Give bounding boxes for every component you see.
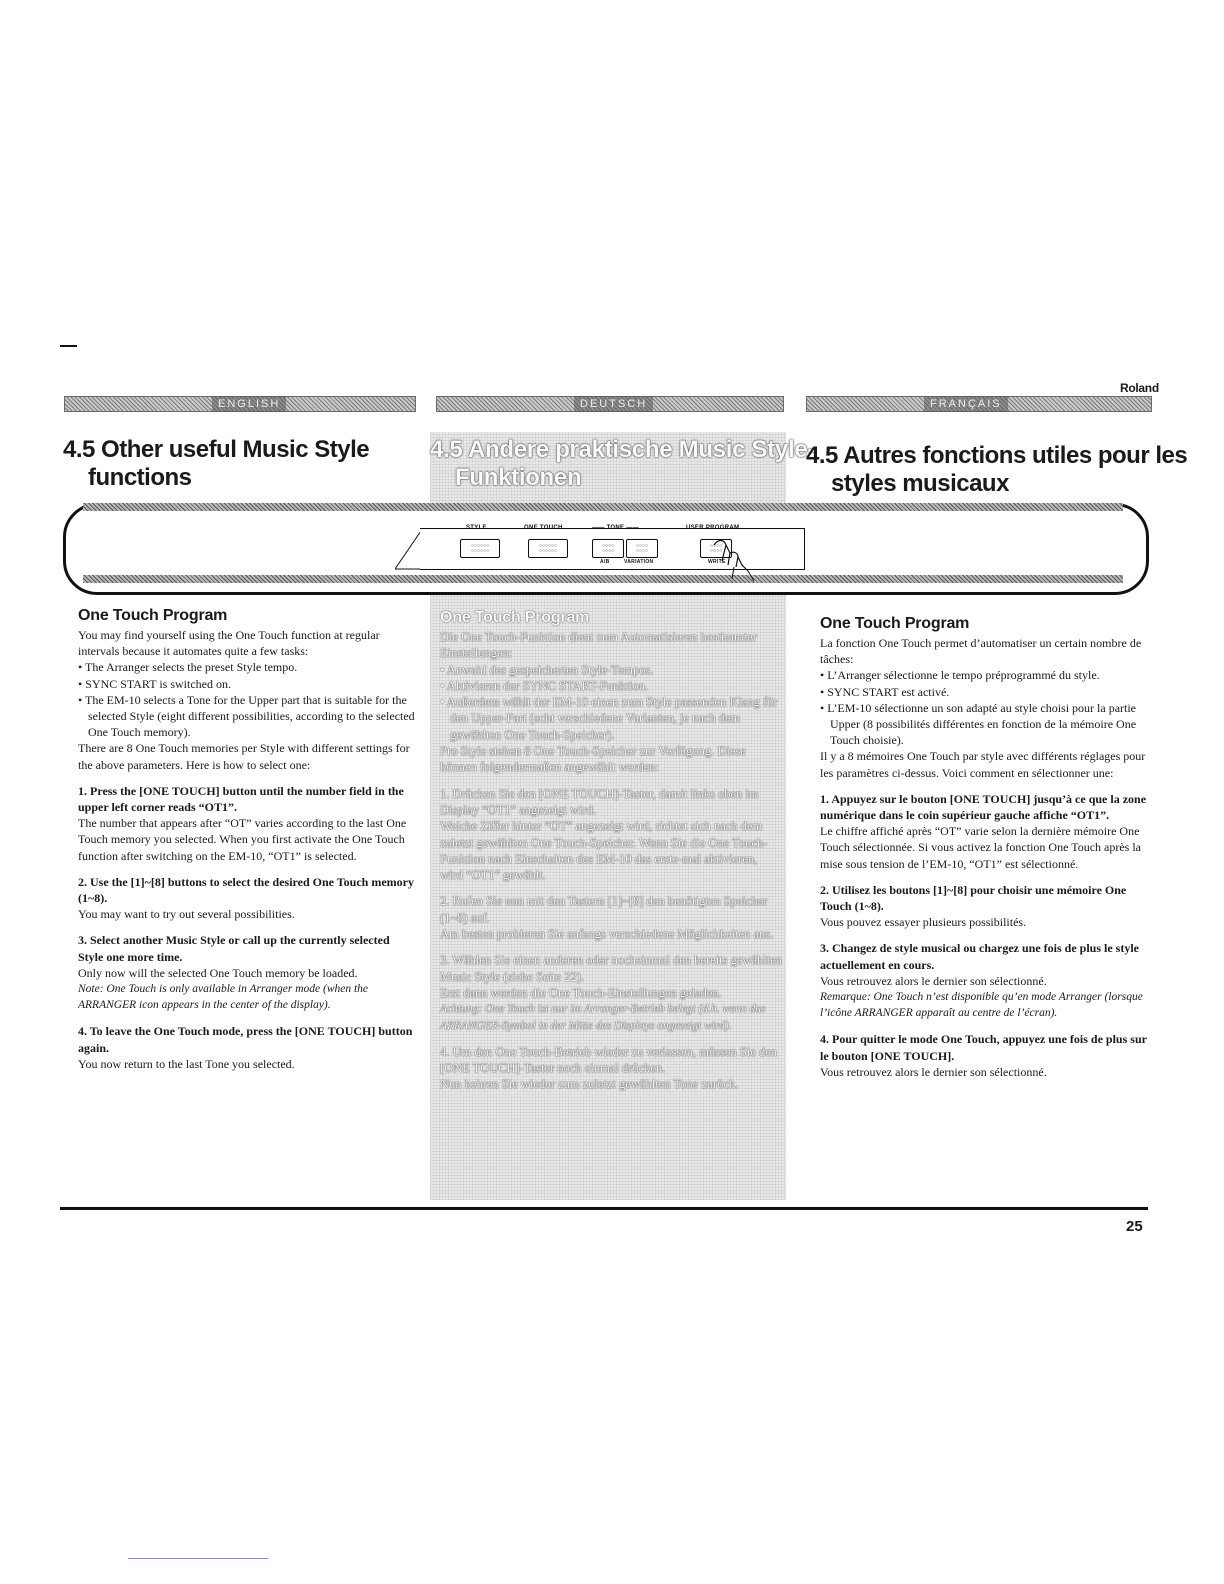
scan-artifact-line	[128, 1558, 268, 1559]
fr-step-2-title: 2. Utilisez les boutons [1]~[8] pour choisir une mémoire One Touch (1~8).	[820, 882, 1127, 914]
en-step-4-title: 4. To leave the One Touch mode, press the [ONE TOUCH] button again.	[78, 1024, 413, 1055]
en-step-2-title: 2. Use the [1]~[8] buttons to select the desired One Touch memory (1~8).	[78, 874, 414, 906]
panel-top-band	[83, 503, 1123, 511]
en-step-3	[78, 932, 416, 1013]
de-step-2-title: 2. Rufen Sie nun mit den Tastern [1]~[8] den benötigten Speicher (1~8) auf.	[440, 894, 768, 925]
fr-step-4	[820, 1031, 1150, 1080]
label-tone: —— TONE ——	[592, 525, 639, 531]
de-note: Achtung: One Touch ist nur im Arranger-Betrieb belegt (d.h. wenn das ARRANGER-Symbol in der Mitte des Displays angezeigt wird).	[440, 1003, 766, 1032]
fr-step-2	[820, 882, 1150, 931]
title-de-line2: Funktionen	[455, 464, 582, 491]
language-band-deutsch	[436, 396, 784, 412]
de-intro: Die One Touch-Funktion dient zum Automatisieren bestimmter Einstellungen:	[440, 630, 757, 661]
english-column	[78, 606, 416, 1072]
french-column	[820, 614, 1150, 1080]
pressing-hand-icon	[708, 537, 768, 587]
fr-bullet-3: • L’EM-10 sélectionne un son adapté au style choisi pour la partie Upper (8 possibilités différentes en fonction de la mémoire One Touch choisie).	[820, 700, 1137, 748]
fr-heading: One Touch Program	[820, 615, 970, 632]
label-write: WRITE	[708, 559, 726, 565]
fr-step-4-title: 4. Pour quitter le mode One Touch, appuyez une fois de plus sur le bouton [ONE TOUCH].	[820, 1032, 1147, 1063]
de-bullet-1: • Anwahl des gespeicherten Style-Tempos.	[440, 662, 654, 677]
title-en-line2: functions	[88, 464, 192, 491]
tone-ab-button[interactable]: ○○○○ ○○○○	[592, 539, 624, 558]
label-user-program: USER PROGRAM	[686, 525, 740, 531]
en-step-4-body: You now return to the last Tone you selected.	[78, 1056, 295, 1071]
fr-step-4-body: Vous retrouvez alors le dernier son sélectionné.	[820, 1064, 1047, 1079]
en-bullet-2: • SYNC START is switched on.	[78, 676, 231, 691]
fr-step-1-title: 1. Appuyez sur le bouton [ONE TOUCH] jusqu’à ce que la zone numérique dans le coin supérieur gauche affiche “OT1”.	[820, 791, 1147, 823]
label-style: STYLE	[466, 525, 487, 531]
fr-step-3	[820, 940, 1150, 1021]
en-step-1	[78, 783, 416, 864]
en-bullet-1: • The Arranger selects the preset Style tempo.	[78, 660, 298, 675]
fr-step-3-body: Vous retrouvez alors le dernier son sélectionné.	[820, 973, 1047, 988]
fr-bullet-2: • SYNC START est activé.	[820, 684, 950, 699]
en-step-1-title: 1. Press the [ONE TOUCH] button until the number field in the upper left corner reads “OT1”.	[78, 783, 404, 815]
fr-step-2-body: Vous pouvez essayer plusieurs possibilités.	[820, 915, 1027, 930]
en-paragraph-2: There are 8 One Touch memories per Style with different settings for the above parameters. Here is how to select one:	[78, 741, 410, 772]
de-step-3-title: 3. Wählen Sie einen anderen oder nocheinmal den bereits gewählten Music Style (siehe Seite 22).	[440, 953, 782, 984]
fr-step-3-title: 3. Changez de style musical ou chargez une fois de plus le style actuellement en cours.	[820, 941, 1139, 972]
label-ab: A/B	[600, 559, 610, 565]
de-step-1	[440, 786, 782, 884]
title-fr-line2: styles musicaux	[831, 470, 1009, 497]
en-step-1-body: The number that appears after “OT” varies according to the last One Touch memory you selected. When you first activate the One Touch function after switching on the EM-10, “OT1” is selected.	[78, 816, 407, 863]
language-label-deutsch: DEUTSCH	[574, 396, 653, 412]
en-step-3-body: Only now will the selected One Touch memory be loaded.	[78, 965, 358, 980]
tone-variation-button[interactable]: ○○○○ ○○○○	[626, 539, 658, 558]
language-label-english: ENGLISH	[212, 396, 286, 412]
language-band-english	[64, 396, 416, 412]
de-step-3	[440, 952, 782, 1033]
style-button[interactable]: ○○○○○○ ○○○○○○	[460, 539, 500, 558]
label-one-touch: ONE TOUCH	[524, 525, 563, 531]
fr-bullet-1: • L’Arranger sélectionne le tempo préprogrammé du style.	[820, 668, 1100, 683]
fr-paragraph-2: Il y a 8 mémoires One Touch par style avec différents réglages pour les paramètres ci-dessus. Voici comment en sélectionner une:	[820, 749, 1146, 780]
en-step-3-title: 3. Select another Music Style or call up the currently selected Style one more time.	[78, 933, 390, 964]
en-note: Note: One Touch is only available in Arranger mode (when the ARRANGER icon appears in the center of the display).	[78, 983, 369, 1012]
fr-note: Remarque: One Touch n’est disponible qu’en mode Arranger (lorsque l’icône ARRANGER apparaît au centre de l’écran).	[820, 991, 1143, 1020]
title-de-line1: 4.5 Andere praktische Music Style-	[430, 436, 816, 463]
title-en-line1: 4.5 Other useful Music Style	[63, 436, 370, 463]
fr-intro: La fonction One Touch permet d’automatiser un certain nombre de tâches:	[820, 636, 1142, 667]
en-step-4	[78, 1023, 416, 1072]
en-bullet-3: • The EM-10 selects a Tone for the Upper part that is suitable for the selected Style (eight different possibilities, according to the selected One Touch memory).	[78, 692, 415, 740]
de-step-1-body: Welche Ziffer hinter “OT” angezeigt wird, richtet sich nach dem zuletzt gewählten One Touch-Speicher. Wenn Sie die One Touch-Funktion nach Einschalten des EM-10 das erste-mal aktivieren, wird “OT1” gewählt.	[440, 819, 768, 883]
en-step-2-body: You may want to try out several possibilities.	[78, 907, 295, 922]
section-title-deutsch	[430, 436, 815, 492]
de-bullet-3: • Außerdem wählt der EM-10 einen zum Style passenden Klang für den Upper-Part (acht verschiedene Varianten, je nach dem gewählten One Touch-Speicher).	[440, 695, 778, 742]
label-variation: VARIATION	[624, 559, 654, 565]
de-step-4	[440, 1044, 782, 1093]
language-label-francais: FRANÇAIS	[924, 396, 1008, 412]
en-heading: One Touch Program	[78, 607, 228, 624]
footer-rule	[60, 1207, 1148, 1210]
de-bullet-2: • Aktivieren der SYNC START-Funktion.	[440, 678, 649, 693]
de-heading: One Touch Program	[440, 609, 590, 626]
one-touch-button[interactable]: ○○○○○○ ○○○○○○	[528, 539, 568, 558]
margin-dash	[60, 345, 77, 347]
section-title-francais	[806, 442, 1187, 498]
fr-step-1-body: Le chiffre affiché après “OT” varie selon la dernière mémoire One Touch sélectionnée. Si vous activez la fonction One Touch après la mise sous tension de l’EM-10, “OT1” est sélectionné.	[820, 824, 1141, 871]
en-intro: You may find yourself using the One Touch function at regular intervals because it automates quite a few tasks:	[78, 628, 380, 659]
de-step-4-title: 4. Um den One Touch-Betrieb wieder zu verlassen, müssen Sie den [ONE TOUCH]-Taster noch einmal drücken.	[440, 1044, 777, 1076]
de-step-2	[440, 893, 782, 942]
de-step-3-body: Erst dann werden die One Touch-Einstellungen geladen.	[440, 985, 722, 1000]
german-column	[440, 608, 782, 1093]
de-step-4-body: Nun kehren Sie wieder zum zuletzt gewählten Tone zurück.	[440, 1077, 739, 1092]
fr-step-1	[820, 791, 1150, 872]
page-number: 25	[1126, 1218, 1143, 1235]
brand-logo: Roland	[1120, 381, 1159, 395]
en-step-2	[78, 874, 416, 923]
button-panel-strip	[420, 525, 805, 570]
de-step-2-body: Am besten probieren Sie anfangs verschiedene Möglichkeiten aus.	[440, 927, 774, 942]
title-fr-line1: 4.5 Autres fonctions utiles pour les	[806, 442, 1188, 469]
language-band-francais	[806, 396, 1152, 412]
user-program-write-button[interactable]: ○○○○ ○○○○	[700, 539, 732, 558]
de-paragraph-2: Pro Style stehen 8 One Touch-Speicher zur Verfügung. Diese können folgendermaßen angewählt werden:	[440, 744, 746, 775]
section-title-english	[63, 436, 369, 492]
de-step-1-title: 1. Drücken Sie den [ONE TOUCH]-Taster, damit links oben im Display “OT1” angezeigt wird.	[440, 786, 759, 817]
panel-bottom-band	[83, 575, 1123, 583]
